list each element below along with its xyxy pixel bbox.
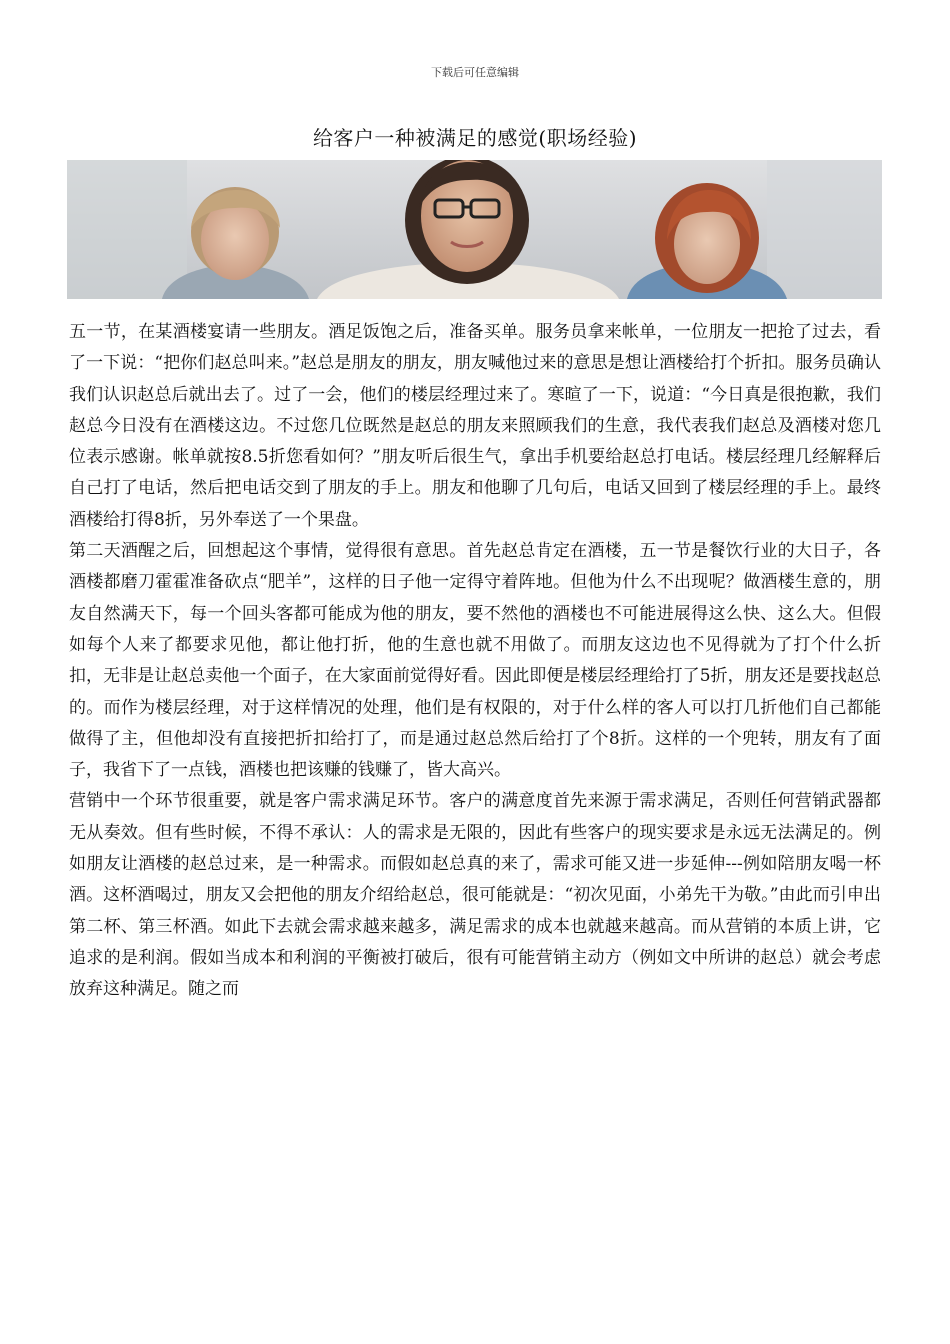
page-header-note: 下载后可任意编辑	[431, 66, 519, 79]
paragraph-3: 营销中一个环节很重要，就是客户需求满足环节。客户的满意度首先来源于需求满足，否则任何营销武器都无从奏效。但有些时候，不得不承认：人的需求是无限的，因此有些客户的现实要求是永远无法满足的。例如朋友让酒楼的赵总过来，是一种需求。而假如赵总真的来了，需求可能又进一步延伸---例如陪朋友喝一杯酒。这杯酒喝过，朋友又会把他的朋友介绍给赵总，很可能就是：“初次见面，小弟先干为敬。”由此而引申出第二杯、第三杯酒。如此下去就会需求越来越多，满足需求的成本也就越来越高。而从营销的本质上讲，它追求的是利润。假如当成本和利润的平衡被打破后，很有可能营销主动方（例如文中所讲的赵总）就会考虑放弃这种满足。随之而	[69, 791, 881, 1000]
article-body	[69, 317, 881, 1006]
paragraph-2: 第二天酒醒之后，回想起这个事情，觉得很有意思。首先赵总肯定在酒楼，五一节是餐饮行业的大日子，各酒楼都磨刀霍霍准备砍点“肥羊”，这样的日子他一定得守着阵地。但他为什么不出现呢？做酒楼生意的，朋友自然满天下，每一个回头客都可能成为他的朋友，要不然他的酒楼也不可能进展得这么快、这么大。但假如每个人来了都要求见他，都让他打折，他的生意也就不用做了。而朋友这边也不见得就为了打个什么折扣，无非是让赵总卖他一个面子，在大家面前觉得好看。因此即便是楼层经理给打了5折，朋友还是要找赵总的。而作为楼层经理，对于这样情况的处理，他们是有权限的，对于什么样的客人可以打几折他们自己都能做得了主，但他却没有直接把折扣给打了，而是通过赵总然后给打了个8折。这样的一个兜转，朋友有了面子，我省下了一点钱，酒楼也把该赚的钱赚了，皆大高兴。	[69, 541, 881, 781]
banner-illustration	[67, 160, 882, 299]
paragraph-1: 五一节，在某酒楼宴请一些朋友。酒足饭饱之后，准备买单。服务员拿来帐单，一位朋友一把抢了过去，看了一下说：“把你们赵总叫来。”赵总是朋友的朋友，朋友喊他过来的意思是想让酒楼给打个折扣。服务员确认我们认识赵总后就出去了。过了一会，他们的楼层经理过来了。寒暄了一下，说道：“今日真是很抱歉，我们赵总今日没有在酒楼这边。不过您几位既然是赵总的朋友来照顾我们的生意，我代表我们赵总及酒楼对您几位表示感谢。帐单就按8.5折您看如何？”朋友听后很生气，拿出手机要给赵总打电话。楼层经理几经解释后自己打了电话，然后把电话交到了朋友的手上。朋友和他聊了几句后，电话又回到了楼层经理的手上。最终酒楼给打得8折，另外奉送了一个果盘。	[69, 322, 881, 530]
banner-image	[67, 160, 882, 299]
document-title: 给客户一种被满足的感觉(职场经验)	[312, 126, 638, 150]
